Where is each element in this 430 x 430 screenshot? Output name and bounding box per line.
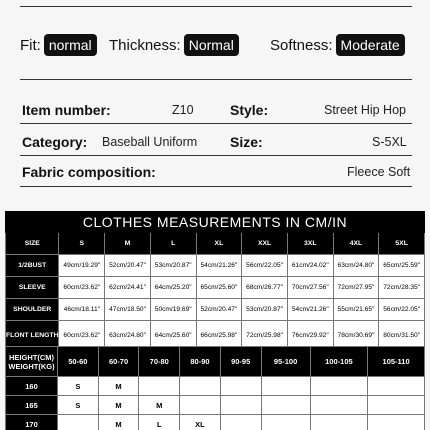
size-cell [220, 377, 261, 396]
row-label: 1/2BUST [6, 255, 59, 277]
size-cell [220, 396, 261, 415]
thickness-label: Thickness: [109, 36, 181, 54]
attributes-rule [20, 79, 412, 80]
weight-range: 105-110 [368, 347, 425, 377]
table-cell: 76cm/29.92" [287, 321, 333, 351]
table-cell: 52cm/20.47" [196, 299, 242, 321]
size-s: S [59, 233, 105, 255]
weight-range: 50-60 [58, 347, 99, 377]
size-cell: L [139, 415, 180, 430]
table-row [6, 377, 425, 396]
top-rule [20, 6, 412, 7]
size-cell: S [58, 396, 99, 415]
table-row [6, 277, 425, 299]
fabric-composition-value: Fleece Soft [347, 165, 411, 179]
size-cell [220, 415, 261, 430]
weight-range: 95-100 [261, 347, 310, 377]
size-cell: XL [180, 415, 221, 430]
size-5xl: 5XL [379, 233, 425, 255]
size-cell [368, 396, 425, 415]
table-cell: 65cm/25.59" [379, 255, 425, 277]
table-row [6, 255, 425, 277]
fit-label: Fit: [20, 36, 41, 54]
size-cell: M [139, 396, 180, 415]
size-cell [139, 377, 180, 396]
height-label: 165 [6, 396, 58, 415]
row-label: SHOULDER [6, 299, 59, 321]
item-number-value: Z10 [172, 103, 194, 117]
row-label: FLONT LENGTH [6, 321, 59, 351]
size-cell [368, 377, 425, 396]
table-cell: 68cm/26.77" [242, 277, 288, 299]
table-cell: 54cm/21.26" [196, 255, 242, 277]
weight-range: 90-95 [220, 347, 261, 377]
table-cell: 66cm/25.98" [196, 321, 242, 351]
table-cell: 50cm/19.69" [150, 299, 196, 321]
size-cell [261, 415, 310, 430]
table-cell: 52cm/20.47" [105, 255, 151, 277]
size-xxl: XXL [242, 233, 288, 255]
size-l: L [150, 233, 196, 255]
size-cell [310, 377, 368, 396]
size-xl: XL [196, 233, 242, 255]
size-header: SIZE [6, 233, 59, 255]
thickness-attribute [109, 33, 239, 57]
size-3xl: 3XL [287, 233, 333, 255]
table-cell: 46cm/18.11" [59, 299, 105, 321]
size-4xl: 4XL [333, 233, 379, 255]
table-cell: 72cm/25.98" [242, 321, 288, 351]
height-label: 170 [6, 415, 58, 430]
softness-label: Softness: [270, 36, 333, 54]
size-cell [180, 396, 221, 415]
table-row [6, 299, 425, 321]
row-label: SLEEVE [6, 277, 59, 299]
category-value: Baseball Uniform [102, 135, 198, 149]
size-cell [261, 377, 310, 396]
table-cell: 63cm/24.80" [333, 255, 379, 277]
size-cell: S [58, 377, 99, 396]
weight-range: 100-105 [310, 347, 368, 377]
table-cell: 61cm/24.02" [287, 255, 333, 277]
size-header-row [6, 233, 425, 255]
size-cell [310, 415, 368, 430]
table-cell: 47cm/18.50" [105, 299, 151, 321]
size-cell [310, 396, 368, 415]
softness-attribute [270, 33, 405, 57]
size-cell: M [98, 377, 139, 396]
table-cell: 63cm/24.80" [105, 321, 151, 351]
item-rule [20, 123, 412, 124]
style-label: Style: [230, 102, 269, 118]
table-cell: 62cm/24.41" [105, 277, 151, 299]
size-m: M [105, 233, 151, 255]
style-value: Street Hip Hop [324, 103, 406, 117]
height-weight-table [5, 346, 425, 430]
table-cell: 60cm/23.62" [59, 277, 105, 299]
table-cell: 80cm/31.50" [379, 321, 425, 351]
table-cell: 60cm/23.62" [59, 321, 105, 351]
measurements-table [5, 211, 425, 351]
softness-value-badge: Moderate [336, 34, 405, 56]
size-cell: M [98, 415, 139, 430]
size-cell: M [98, 396, 139, 415]
table-cell: 78cm/30.69" [333, 321, 379, 351]
size-cell [261, 396, 310, 415]
table-cell: 49cm/19.29" [59, 255, 105, 277]
table-cell: 65cm/25.60" [196, 277, 242, 299]
size-value: S-5XL [372, 135, 407, 149]
table-cell: 72cm/28.35" [379, 277, 425, 299]
table-cell: 53cm/20.87" [242, 299, 288, 321]
table-cell: 56cm/22.05" [242, 255, 288, 277]
category-label: Category: [22, 134, 88, 150]
size-cell [58, 415, 99, 430]
size-cell [180, 377, 221, 396]
table-cell: 64cm/25.20" [150, 277, 196, 299]
attribute-strip [20, 33, 420, 57]
table-cell: 54cm/21.26" [287, 299, 333, 321]
fabric-rule [20, 186, 412, 187]
size-cell [368, 415, 425, 430]
weight-range: 80-90 [180, 347, 221, 377]
table-row [6, 415, 425, 430]
table-cell: 70cm/27.56" [287, 277, 333, 299]
table-row [6, 396, 425, 415]
fabric-composition-label: Fabric composition: [22, 164, 156, 180]
size-label: Size: [230, 134, 263, 150]
measurements-title: CLOTHES MEASUREMENTS IN CM/IN [6, 212, 425, 233]
height-weight-corner: HEIGHT(CM) WEIGHT(KG) [6, 347, 58, 377]
table-cell: 55cm/21.65" [333, 299, 379, 321]
item-number-label: Item number: [22, 102, 111, 118]
table-cell: 53cm/20.87" [150, 255, 196, 277]
fit-value-badge: normal [44, 34, 97, 56]
table-cell: 56cm/22.05" [379, 299, 425, 321]
height-label: 160 [6, 377, 58, 396]
thickness-value-badge: Normal [184, 34, 239, 56]
fit-attribute [20, 33, 97, 57]
weight-range: 70-80 [139, 347, 180, 377]
weight-range-header-row [6, 347, 425, 377]
table-cell: 64cm/25.60" [150, 321, 196, 351]
weight-range: 60-70 [98, 347, 139, 377]
table-cell: 72cm/27.95" [333, 277, 379, 299]
category-rule [20, 155, 412, 156]
